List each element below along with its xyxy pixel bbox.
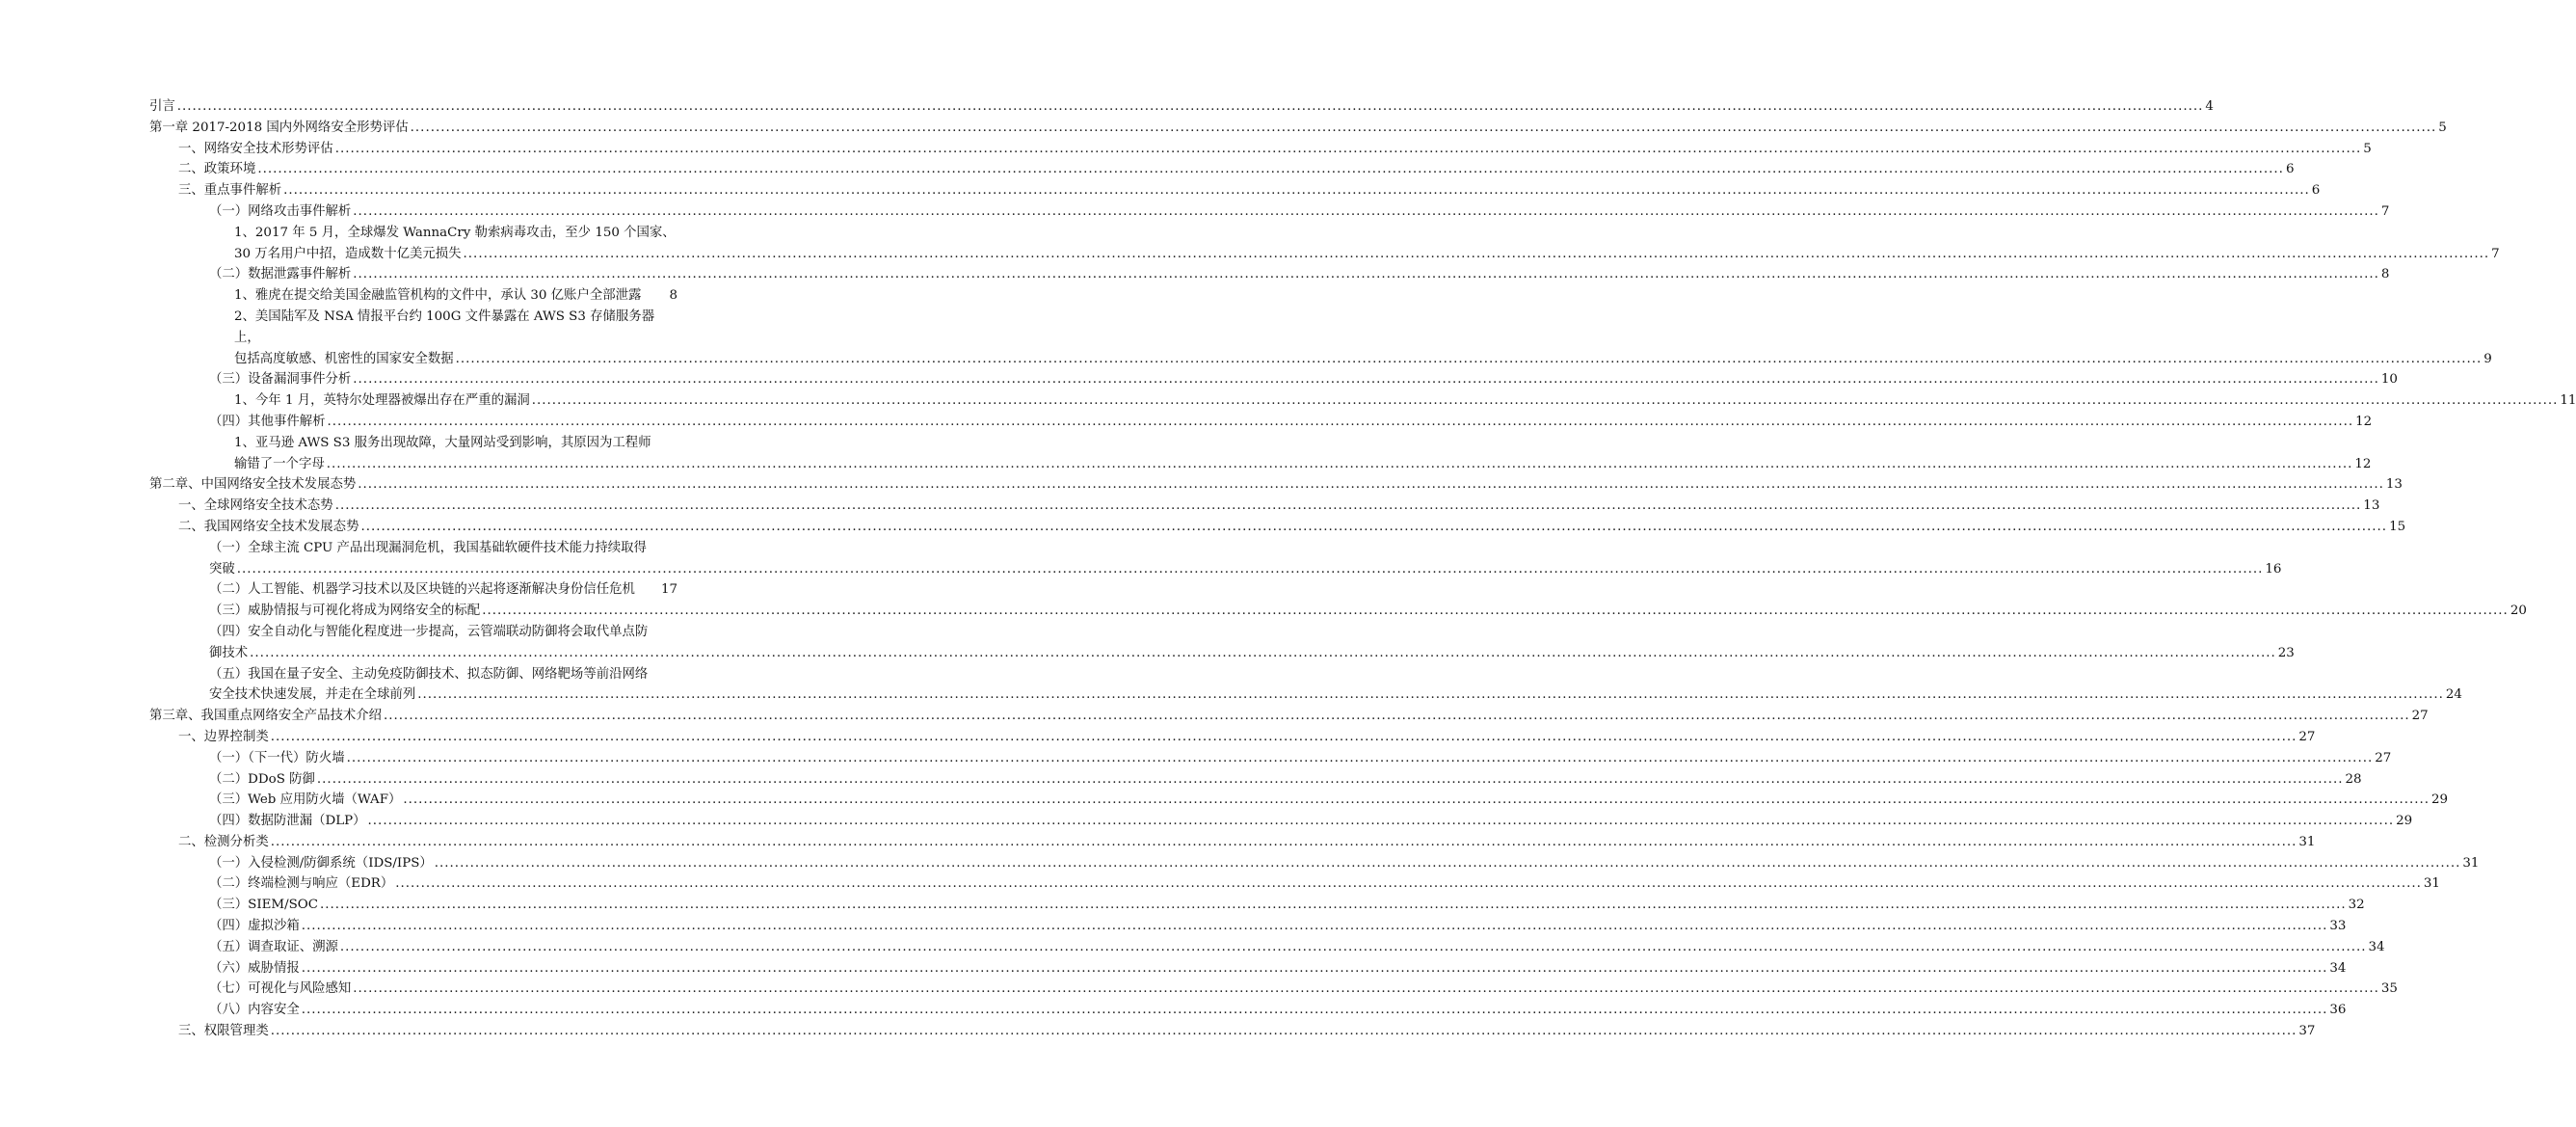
toc-leader-dots: ................................................................................................................................................................................................................................................................................................................................................................................................................	[410, 120, 2437, 135]
toc-entry[interactable]	[149, 579, 677, 601]
toc-leader-dots: ................................................................................................................................................................................................................................................................................................................................................................................................................	[326, 456, 2353, 471]
toc-leader-dots: ................................................................................................................................................................................................................................................................................................................................................................................................................	[236, 561, 2264, 577]
toc-entry-title: （三）Web 应用防火墙（WAF）	[209, 792, 402, 808]
toc-leader-dots: ................................................................................................................................................................................................................................................................................................................................................................................................................	[176, 99, 2204, 114]
toc-entry-title: （四）虚拟沙箱	[209, 919, 300, 934]
toc-entry-title: （四）其他事件解析	[209, 414, 326, 429]
toc-entry[interactable]	[149, 559, 2282, 580]
toc-page-number: 27	[2298, 729, 2316, 744]
toc-leader-dots: ................................................................................................................................................................................................................................................................................................................................................................................................................	[455, 351, 2483, 366]
toc-page-number: 16	[2265, 561, 2282, 577]
toc-entry-title: 第二章、中国网络安全技术发展态势	[149, 477, 357, 493]
toc-page-number: 34	[2329, 960, 2347, 976]
toc-entry[interactable]	[149, 118, 2447, 139]
toc-entry-title: 30 万名用户中招，造成数十亿美元损失	[234, 246, 462, 261]
toc-leader-dots: ................................................................................................................................................................................................................................................................................................................................................................................................................	[417, 687, 2444, 703]
toc-entry-title: （二）数据泄露事件解析	[209, 267, 352, 282]
toc-entry-title: 第一章 2017-2018 国内外网络安全形势评估	[149, 120, 409, 135]
toc-leader-dots: ................................................................................................................................................................................................................................................................................................................................................................................................................	[301, 960, 2328, 976]
toc-leader-dots: ................................................................................................................................................................................................................................................................................................................................................................................................................	[301, 919, 2328, 934]
toc-page-number: 10	[2380, 372, 2398, 388]
toc-page-number: 13	[2385, 477, 2403, 493]
toc-entry[interactable]	[149, 139, 2372, 160]
toc-page-number: 8	[2380, 267, 2390, 282]
toc-leader-dots: ................................................................................................................................................................................................................................................................................................................................................................................................................	[434, 855, 2461, 871]
toc-entry-title: 引言	[149, 99, 175, 114]
toc-leader-dots: ................................................................................................................................................................................................................................................................................................................................................................................................................	[270, 834, 2297, 849]
toc-page-number: 17	[660, 582, 677, 598]
toc-page-number: 29	[2396, 814, 2413, 829]
toc-page-number: 27	[2375, 750, 2392, 765]
toc-page-number: 24	[2445, 687, 2462, 703]
toc-entry-line: （四）安全自动化与智能化程度进一步提高，云管端联动防御将会取代单点防	[209, 624, 649, 639]
toc-entry-title: （三）SIEM/SOC	[209, 898, 319, 913]
table-of-contents	[149, 96, 2576, 1042]
toc-entry-title: 三、权限管理类	[178, 1024, 269, 1039]
toc-entry[interactable]	[149, 684, 2462, 706]
toc-entry-title: （二）终端检测与响应（EDR）	[209, 876, 394, 892]
toc-page-number: 4	[2205, 99, 2214, 114]
toc-entry-title: 第三章、我国重点网络安全产品技术介绍	[149, 709, 383, 724]
toc-entry-title: 二、检测分析类	[178, 834, 269, 849]
toc-entry[interactable]	[149, 244, 2500, 265]
toc-entry[interactable]	[149, 369, 2398, 390]
toc-entry-title: 二、政策环境	[178, 162, 256, 177]
toc-entry-title: 一、网络安全技术形势评估	[178, 141, 333, 156]
toc-entry-title: 安全技术快速发展，并走在全球前列	[209, 687, 416, 703]
toc-entry-title: （三）设备漏洞事件分析	[209, 372, 352, 388]
toc-page-number: 15	[2389, 519, 2406, 534]
toc-entry[interactable]	[149, 390, 2576, 412]
toc-leader-dots: ................................................................................................................................................................................................................................................................................................................................................................................................................	[327, 414, 2354, 429]
toc-entry[interactable]	[149, 916, 2347, 937]
toc-entry[interactable]	[149, 769, 2362, 791]
toc-page-number: 9	[2483, 351, 2492, 366]
toc-page-number: 23	[2277, 645, 2295, 660]
toc-entry[interactable]	[149, 811, 2413, 832]
toc-entry-title: （一）入侵检测/防御系统（IDS/IPS）	[209, 855, 433, 871]
toc-leader-dots: ................................................................................................................................................................................................................................................................................................................................................................................................................	[257, 162, 2284, 177]
toc-leader-dots: ................................................................................................................................................................................................................................................................................................................................................................................................................	[301, 1003, 2328, 1018]
toc-entry[interactable]	[149, 958, 2347, 979]
toc-leader-dots: ................................................................................................................................................................................................................................................................................................................................................................................................................	[270, 1024, 2297, 1039]
toc-entry-title: 三、重点事件解析	[178, 183, 282, 199]
toc-leader-dots: ................................................................................................................................................................................................................................................................................................................................................................................................................	[482, 604, 2509, 619]
toc-page-number: 12	[2354, 456, 2372, 471]
toc-leader-dots: ................................................................................................................................................................................................................................................................................................................................................................................................................	[270, 729, 2297, 744]
toc-entry-title: （四）数据防泄漏（DLP）	[209, 814, 366, 829]
toc-leader-dots: ................................................................................................................................................................................................................................................................................................................................................................................................................	[334, 141, 2362, 156]
toc-entry-line: （一）全球主流 CPU 产品出现漏洞危机，我国基础软硬件技术能力持续取得	[209, 540, 647, 555]
toc-entry[interactable]	[149, 517, 2406, 538]
toc-entry-line: 2、美国陆军及 NSA 情报平台约 100G 文件暴露在 AWS S3 存储服务器上，	[234, 309, 655, 345]
toc-entry[interactable]	[149, 790, 2449, 811]
toc-leader-dots: ................................................................................................................................................................................................................................................................................................................................................................................................................	[395, 876, 2422, 892]
toc-page-number: 5	[2438, 120, 2447, 135]
toc-entry-title: （二）人工智能、机器学习技术以及区块链的兴起将逐渐解决身份信任危机	[209, 582, 635, 598]
toc-leader-dots: ................................................................................................................................................................................................................................................................................................................................................................................................................	[353, 203, 2379, 219]
toc-leader-dots: ................................................................................................................................................................................................................................................................................................................................................................................................................	[316, 771, 2344, 787]
toc-entry[interactable]	[149, 643, 2295, 664]
toc-page-number: 29	[2431, 792, 2449, 808]
toc-entry-title: （七）可视化与风险感知	[209, 981, 352, 997]
toc-entry-title: （二）DDoS 防御	[209, 771, 315, 787]
toc-entry[interactable]	[149, 454, 2372, 475]
toc-page-number: 36	[2329, 1003, 2347, 1018]
toc-leader-dots: ................................................................................................................................................................................................................................................................................................................................................................................................................	[353, 267, 2379, 282]
toc-leader-dots: ................................................................................................................................................................................................................................................................................................................................................................................................................	[463, 246, 2490, 261]
toc-page-number: 28	[2345, 771, 2362, 787]
toc-page-number: 12	[2355, 414, 2373, 429]
toc-entry-title: 一、边界控制类	[178, 729, 269, 744]
toc-leader-dots: ................................................................................................................................................................................................................................................................................................................................................................................................................	[346, 750, 2374, 765]
toc-leader-dots: ................................................................................................................................................................................................................................................................................................................................................................................................................	[250, 645, 2276, 660]
toc-leader-dots: ................................................................................................................................................................................................................................................................................................................................................................................................................	[360, 519, 2388, 534]
toc-entry[interactable]	[149, 748, 2392, 769]
toc-entry[interactable]	[149, 159, 2295, 180]
toc-leader-dots: ................................................................................................................................................................................................................................................................................................................................................................................................................	[358, 477, 2384, 493]
toc-page-number: 35	[2380, 981, 2398, 997]
toc-page-number: 37	[2298, 1024, 2316, 1039]
toc-leader-dots: ................................................................................................................................................................................................................................................................................................................................................................................................................	[353, 981, 2379, 997]
toc-entry[interactable]	[149, 412, 2373, 433]
toc-entry-title: 1、今年 1 月，英特尔处理器被爆出存在严重的漏洞	[234, 393, 530, 409]
toc-entry[interactable]	[149, 706, 2429, 727]
toc-page-number: 8	[669, 288, 677, 304]
toc-entry[interactable]	[149, 496, 2380, 517]
toc-page-number: 5	[2363, 141, 2372, 156]
toc-entry-title: 一、全球网络安全技术态势	[178, 498, 333, 514]
toc-page-number: 7	[2491, 246, 2500, 261]
toc-entry[interactable]	[149, 1000, 2347, 1021]
toc-entry-title: （八）内容安全	[209, 1003, 300, 1018]
toc-entry-title: （三）威胁情报与可视化将成为网络安全的标配	[209, 604, 481, 619]
toc-entry-title: （六）威胁情报	[209, 960, 300, 976]
toc-entry[interactable]	[149, 601, 2527, 622]
toc-entry[interactable]	[149, 474, 2403, 496]
toc-leader-dots: ................................................................................................................................................................................................................................................................................................................................................................................................................	[353, 372, 2379, 388]
toc-entry[interactable]	[149, 832, 2316, 853]
toc-page-number: 31	[2423, 876, 2440, 892]
toc-entry-line: 1、亚马逊 AWS S3 服务出现故障，大量网站受到影响，其原因为工程师	[234, 435, 651, 450]
toc-leader-dots: ................................................................................................................................................................................................................................................................................................................................................................................................................	[403, 792, 2430, 808]
toc-page-number: 6	[2311, 183, 2321, 199]
toc-entry-title: 包括高度敏感、机密性的国家安全数据	[234, 351, 454, 366]
toc-leader-dots: ................................................................................................................................................................................................................................................................................................................................................................................................................	[339, 939, 2367, 954]
toc-entry[interactable]	[149, 937, 2385, 958]
toc-entry-title: （五）调查取证、溯源	[209, 939, 338, 954]
toc-entry[interactable]	[149, 201, 2390, 223]
toc-page-number: 34	[2368, 939, 2385, 954]
toc-page-number: 11	[2560, 393, 2576, 409]
toc-leader-dots: ................................................................................................................................................................................................................................................................................................................................................................................................................	[334, 498, 2362, 514]
toc-page-number: 7	[2380, 203, 2390, 219]
toc-entry-line: 1、2017 年 5 月，全球爆发 WannaCry 勒索病毒攻击，至少 150 个国家、	[234, 225, 676, 240]
toc-entry-title: 御技术	[209, 645, 249, 660]
toc-entry[interactable]	[149, 873, 2440, 895]
toc-entry[interactable]	[149, 853, 2480, 874]
toc-leader-dots: ................................................................................................................................................................................................................................................................................................................................................................................................................	[531, 393, 2559, 409]
toc-entry[interactable]	[149, 180, 2321, 201]
toc-page-number: 32	[2348, 898, 2365, 913]
toc-entry-title: （一）网络攻击事件解析	[209, 203, 352, 219]
toc-entry[interactable]	[149, 1021, 2316, 1042]
toc-entry[interactable]	[149, 349, 2492, 370]
toc-leader-dots: ................................................................................................................................................................................................................................................................................................................................................................................................................	[384, 709, 2410, 724]
toc-entry[interactable]	[149, 96, 2214, 118]
toc-entry-title: 二、我国网络安全技术发展态势	[178, 519, 359, 534]
toc-entry[interactable]	[149, 264, 2390, 285]
toc-page-number: 31	[2298, 834, 2316, 849]
toc-entry[interactable]	[149, 727, 2316, 748]
toc-entry[interactable]	[149, 979, 2398, 1000]
toc-entry-title: 输错了一个字母	[234, 456, 325, 471]
toc-entry[interactable]	[149, 895, 2365, 916]
toc-page-number: 27	[2411, 709, 2429, 724]
toc-leader-dots: ................................................................................................................................................................................................................................................................................................................................................................................................................	[320, 898, 2347, 913]
toc-page-number: 31	[2462, 855, 2480, 871]
toc-entry[interactable]	[149, 285, 677, 307]
toc-entry-title: 突破	[209, 561, 235, 577]
toc-page-number: 13	[2363, 498, 2380, 514]
toc-entry-title: （一）（下一代）防火墙	[209, 750, 345, 765]
toc-page-number: 33	[2329, 919, 2347, 934]
toc-entry-line: （五）我国在量子安全、主动免疫防御技术、拟态防御、网络靶场等前沿网络	[209, 666, 649, 682]
toc-leader-dots: ................................................................................................................................................................................................................................................................................................................................................................................................................	[367, 814, 2395, 829]
toc-entry-title: 1、雅虎在提交给美国金融监管机构的文件中，承认 30 亿账户全部泄露	[234, 288, 642, 304]
toc-leader-dots: ................................................................................................................................................................................................................................................................................................................................................................................................................	[283, 183, 2310, 199]
toc-page-number: 20	[2510, 604, 2527, 619]
toc-page-number: 6	[2285, 162, 2295, 177]
